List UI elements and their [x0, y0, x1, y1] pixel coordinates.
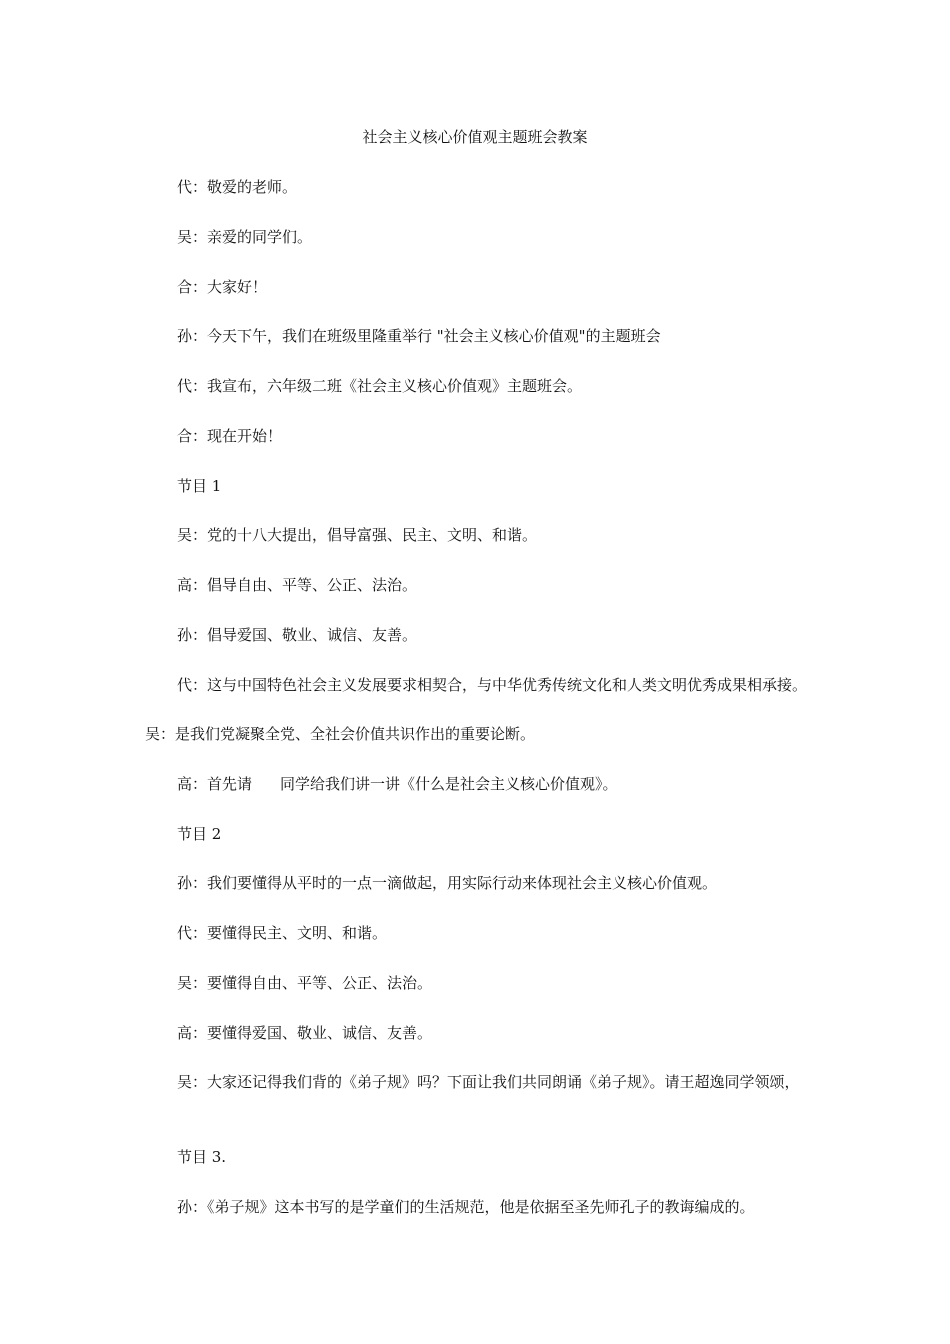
paragraph-text-after: 同学给我们讲一讲《什么是社会主义核心价值观》。 [280, 775, 618, 793]
section-heading: 节目 2 [177, 825, 222, 843]
paragraph: 吴：大家还记得我们背的《弟子规》吗？下面让我们共同朗诵《弟子规》。请王超逸同学领颂， [177, 1073, 800, 1091]
paragraph [145, 773, 815, 795]
paragraph: 高：倡导自由、平等、公正、法治。 [177, 576, 418, 594]
paragraph: 吴：亲爱的同学们。 [177, 228, 313, 246]
paragraph: 合：大家好！ [177, 278, 268, 296]
paragraph-text-before: 高：首先请 [177, 775, 253, 793]
paragraph: 代：要懂得民主、文明、和谐。 [177, 924, 388, 942]
paragraph: 吴：要懂得自由、平等、公正、法治。 [177, 974, 433, 992]
paragraph: 合：现在开始！ [177, 427, 283, 445]
page-title: 社会主义核心价值观主题班会教案 [362, 128, 588, 146]
paragraph: 孙：《弟子规》这本书写的是学童们的生活规范，他是依据至圣先师孔子的教诲编成的。 [177, 1198, 755, 1216]
paragraph: 孙：今天下午，我们在班级里隆重举行 "社会主义核心价值观"的主题班会 [177, 327, 661, 345]
paragraph: 代：这与中国特色社会主义发展要求相契合，与中华优秀传统文化和人类文明优秀成果相承接。 [177, 676, 808, 694]
paragraph: 孙：我们要懂得从平时的一点一滴做起，用实际行动来体现社会主义核心价值观。 [177, 874, 718, 892]
section-heading: 节目 1 [177, 477, 222, 495]
paragraph: 孙：倡导爱国、敬业、诚信、友善。 [177, 626, 418, 644]
paragraph: 代：我宣布，六年级二班《社会主义核心价值观》主题班会。 [177, 377, 583, 395]
paragraph: 吴：党的十八大提出，倡导富强、民主、文明、和谐。 [177, 526, 538, 544]
paragraph: 吴：是我们党凝聚全党、全社会价值共识作出的重要论断。 [145, 725, 536, 743]
paragraph: 高：要懂得爱国、敬业、诚信、友善。 [177, 1024, 433, 1042]
paragraph: 代：敬爱的老师。 [177, 178, 298, 196]
section-heading: 节目 3. [177, 1148, 227, 1166]
